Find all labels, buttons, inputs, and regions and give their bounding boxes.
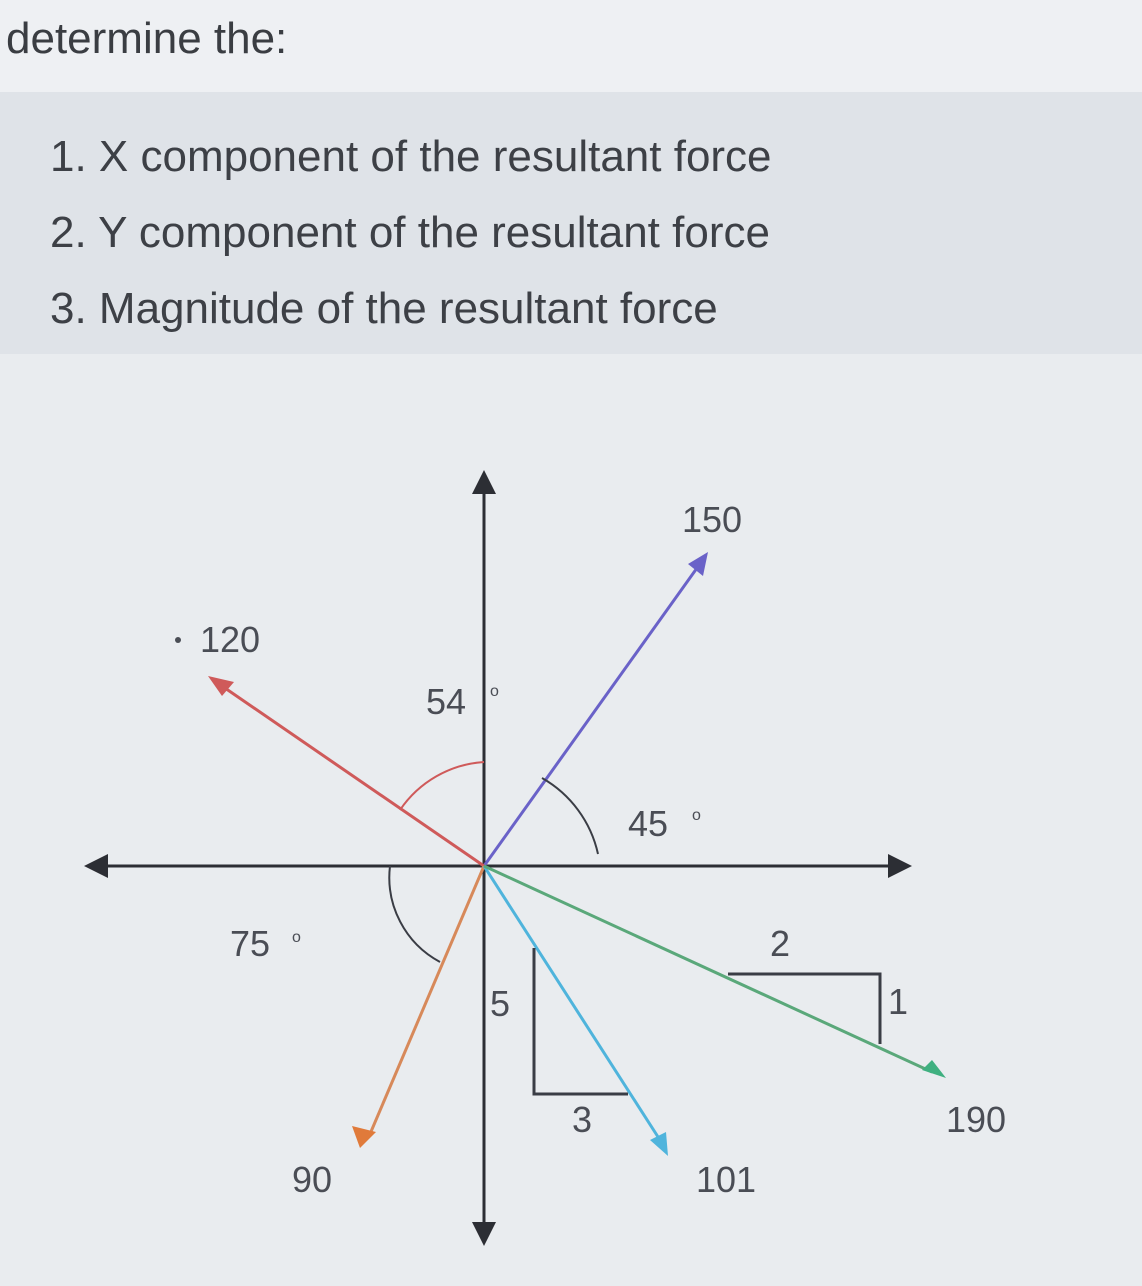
angle-arc-75 xyxy=(389,866,440,962)
instruction-heading: determine the: xyxy=(6,14,288,63)
angle-arc-45 xyxy=(542,778,598,854)
force-label-120: 120 xyxy=(200,619,261,660)
force-label-90: 90 xyxy=(292,1159,333,1200)
slope-label-3: 3 xyxy=(572,1099,593,1140)
degree-symbol: o xyxy=(490,683,499,700)
question-item: 2. Y component of the resultant force xyxy=(50,208,770,257)
dot-marker xyxy=(175,637,181,643)
header-band xyxy=(0,0,1142,92)
slope-label-1: 1 xyxy=(888,981,909,1022)
force-190-arrowhead xyxy=(922,1060,946,1078)
slope-triangle-5-3 xyxy=(534,948,628,1094)
slope-label-2: 2 xyxy=(770,923,791,964)
y-axis-up-arrowhead xyxy=(472,470,496,494)
slope-label-5: 5 xyxy=(490,983,511,1024)
angle-arc-54 xyxy=(400,762,484,810)
force-label-150: 150 xyxy=(682,499,743,540)
force-label-101: 101 xyxy=(696,1159,757,1200)
angle-label-54: 54 xyxy=(426,681,467,722)
force-label-190: 190 xyxy=(946,1099,1007,1140)
slope-triangle-2-1 xyxy=(728,974,880,1044)
force-101-arrowhead xyxy=(650,1132,668,1156)
degree-symbol: o xyxy=(692,807,701,824)
degree-symbol: o xyxy=(292,929,301,946)
axes xyxy=(84,470,912,1246)
force-90-line xyxy=(370,866,484,1134)
x-axis-right-arrowhead xyxy=(888,854,912,878)
question-item: 3. Magnitude of the resultant force xyxy=(50,284,718,333)
x-axis-left-arrowhead xyxy=(84,854,108,878)
question-list xyxy=(0,92,1142,354)
question-item: 1. X component of the resultant force xyxy=(50,132,772,181)
force-150-arrowhead xyxy=(688,552,708,576)
angle-label-75: 75 xyxy=(230,923,271,964)
force-diagram xyxy=(0,354,1142,1286)
y-axis-down-arrowhead xyxy=(472,1222,496,1246)
force-diagram-svg xyxy=(0,354,1142,1286)
angle-label-45: 45 xyxy=(628,803,669,844)
